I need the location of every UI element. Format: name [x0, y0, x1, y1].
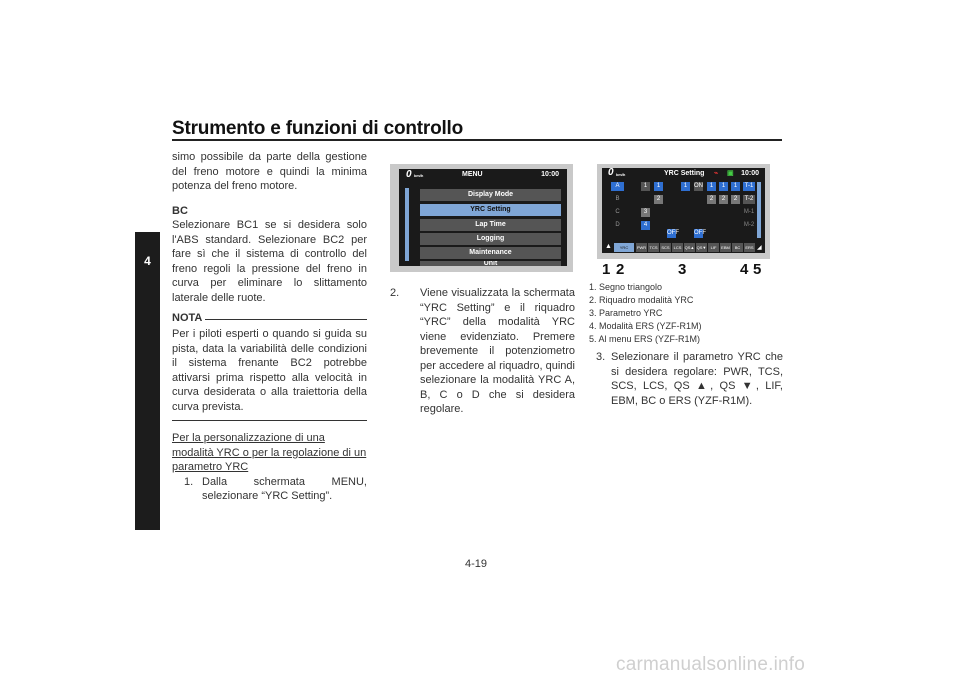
yrc-title: YRC Setting — [664, 170, 705, 177]
scroll-bar[interactable] — [757, 182, 761, 238]
lif-value-1[interactable]: 1 — [707, 182, 716, 191]
menu-item-unit[interactable]: Unit — [420, 261, 561, 266]
menu-title: MENU — [462, 171, 483, 178]
page-number: 4-19 — [465, 558, 488, 570]
chapter-number: 4 — [144, 254, 151, 268]
step-3 — [589, 350, 783, 408]
nota-text: Per i piloti esperti o quando si guida su pista, data la variabilità delle condizioni il sistema frenante BC2 potrebbe attivarsi prima rispetto alla velocità in curva desiderata o alla traiettoria della curva prevista. — [172, 328, 367, 413]
legend-item: 2. Riquadro modalità YRC — [589, 295, 694, 305]
tab-bc[interactable]: BC — [732, 243, 743, 252]
tab-lif[interactable]: LIF — [708, 243, 719, 252]
page-title: Strumento e funzioni di controllo — [172, 118, 464, 139]
menu-item-logging[interactable]: Logging — [420, 233, 561, 245]
ers-menu-arrow-icon[interactable]: ◢ — [757, 245, 762, 251]
step-3-number: 3. — [596, 351, 606, 363]
right-column — [589, 350, 783, 408]
tab-pwr[interactable]: PWR — [636, 245, 647, 250]
step-2 — [390, 286, 575, 417]
pwr-value-1[interactable]: 1 — [641, 182, 650, 191]
nota-label: NOTA — [172, 312, 205, 324]
callout-2: 2 — [616, 261, 625, 278]
menu-item-maintenance[interactable]: Maintenance — [420, 247, 561, 259]
mode-b[interactable]: B — [615, 196, 620, 202]
warning-icon: ⌁ — [714, 170, 719, 177]
figure-legend — [589, 281, 702, 346]
callout-1: 1 — [602, 261, 611, 278]
yrc-display — [602, 168, 765, 253]
tab-ebm[interactable]: EBM — [721, 245, 730, 250]
battery-icon: ▣ — [727, 170, 734, 177]
paragraph-engine-brake: simo possibile da parte della gestione del freno motore e quindi la minima potenza del freno motore. — [172, 151, 367, 192]
nota-rule — [172, 420, 367, 421]
pwr-value-3[interactable]: 3 — [641, 208, 650, 217]
tab-tcs[interactable]: TCS — [649, 245, 658, 250]
step-2-text: Viene visualizzata la schermata “YRC Setting” e il riquadro “YRC” della modalità YRC viene evidenziato. Premere brevemente il potenziometro per accedere al riquadro, quindi selezionare la modalità YRC A, B, C o D che si desidera regolare. — [420, 287, 575, 415]
menu-item-display-mode[interactable]: Display Mode — [420, 189, 561, 201]
ebm-value-2[interactable]: 2 — [719, 195, 728, 204]
clock: 10:00 — [541, 171, 559, 178]
title-rule — [172, 139, 782, 141]
legend-item: 1. Segno triangolo — [589, 282, 663, 292]
callout-4: 4 — [740, 261, 749, 278]
section-heading: Per la personalizzazione di una modalità YRC o per la regolazione di un parametro YRC — [172, 432, 367, 473]
step-1 — [172, 475, 367, 504]
ebm-value-1[interactable]: 1 — [719, 182, 728, 191]
bc-value-2[interactable]: 2 — [731, 195, 740, 204]
speed-unit: km/h — [616, 172, 626, 177]
tab-lcs[interactable]: LCS — [673, 245, 682, 250]
ers-value-t2[interactable]: T-2 — [744, 196, 754, 202]
middle-column — [390, 286, 575, 417]
speed-unit: km/h — [414, 173, 424, 178]
menu-screen-image — [390, 164, 573, 272]
ers-value-m2[interactable]: M-2 — [743, 222, 755, 228]
legend-item: 4. Modalità ERS (YZF-R1M) — [589, 321, 702, 331]
speed-readout: 0 — [406, 169, 412, 180]
yrc-screen-image — [597, 164, 770, 259]
yrc-parameter-grid — [609, 181, 757, 239]
lcs-value-1[interactable]: 1 — [681, 182, 690, 191]
tab-qs-up[interactable]: QS▲ — [684, 245, 695, 250]
clock: 10:00 — [741, 170, 759, 177]
qs-value-on[interactable]: ON — [694, 183, 703, 189]
tab-scs[interactable]: SCS — [661, 245, 670, 250]
yrc-status-bar — [602, 168, 765, 179]
callout-3: 3 — [678, 261, 687, 278]
triangle-icon[interactable]: ▲ — [605, 243, 612, 250]
step-2-number: 2. — [390, 287, 400, 299]
step-3-text: Selezionare il parametro YRC che si desidera regolare: PWR, TCS, SCS, LCS, QS ▲, QS ▼, LIF, EBM, BC o ERS (YZF-R1M). — [611, 351, 783, 407]
menu-status-bar — [399, 169, 567, 181]
step-1-number: 1. — [184, 475, 194, 488]
step-1-text: Dalla schermata MENU, selezionare “YRC Setting”. — [202, 475, 367, 502]
ers-value-m1[interactable]: M-1 — [743, 209, 755, 215]
mode-a[interactable]: A — [611, 182, 624, 191]
menu-item-yrc-setting[interactable]: YRC Setting — [420, 204, 561, 216]
callout-5: 5 — [753, 261, 762, 278]
tab-ers[interactable]: ERS — [745, 245, 754, 250]
yrc-parameter-tabs — [605, 243, 762, 252]
chapter-tab — [135, 232, 160, 530]
scroll-bar[interactable] — [405, 188, 409, 261]
tcs-value-2[interactable]: 2 — [654, 195, 663, 204]
bc-value-1[interactable]: 1 — [731, 182, 740, 191]
bc-text: Selezionare BC1 se si desidera solo l'ABS standard. Selezionare BC2 per fare sì che il sistema di controllo del freno regoli la pressione del freno in curva per eliminare lo slittamento laterale delle ruote. — [172, 219, 367, 304]
off-value[interactable]: OFF — [667, 230, 679, 236]
lif-value-2[interactable]: 2 — [707, 195, 716, 204]
tab-qs-down[interactable]: QS▼ — [696, 245, 707, 250]
speed-readout: 0 — [608, 167, 614, 178]
mode-d[interactable]: D — [615, 222, 620, 228]
tcs-value-1[interactable]: 1 — [654, 182, 663, 191]
off-value-2[interactable]: OFF — [694, 230, 706, 236]
ers-value-t1[interactable]: T-1 — [744, 183, 754, 189]
bc-heading: BC — [172, 204, 188, 217]
mode-c[interactable]: C — [615, 209, 620, 215]
left-column — [172, 150, 367, 504]
pwr-value-4[interactable]: 4 — [641, 221, 650, 230]
menu-item-lap-time[interactable]: Lap Time — [420, 219, 561, 231]
tab-yrc[interactable]: YRC — [614, 243, 634, 252]
watermark: carmanualsonline.info — [616, 654, 806, 675]
nota-header — [172, 311, 367, 327]
legend-item: 3. Parametro YRC — [589, 308, 663, 318]
legend-item: 5. Al menu ERS (YZF-R1M) — [589, 334, 701, 344]
menu-display — [399, 169, 567, 266]
